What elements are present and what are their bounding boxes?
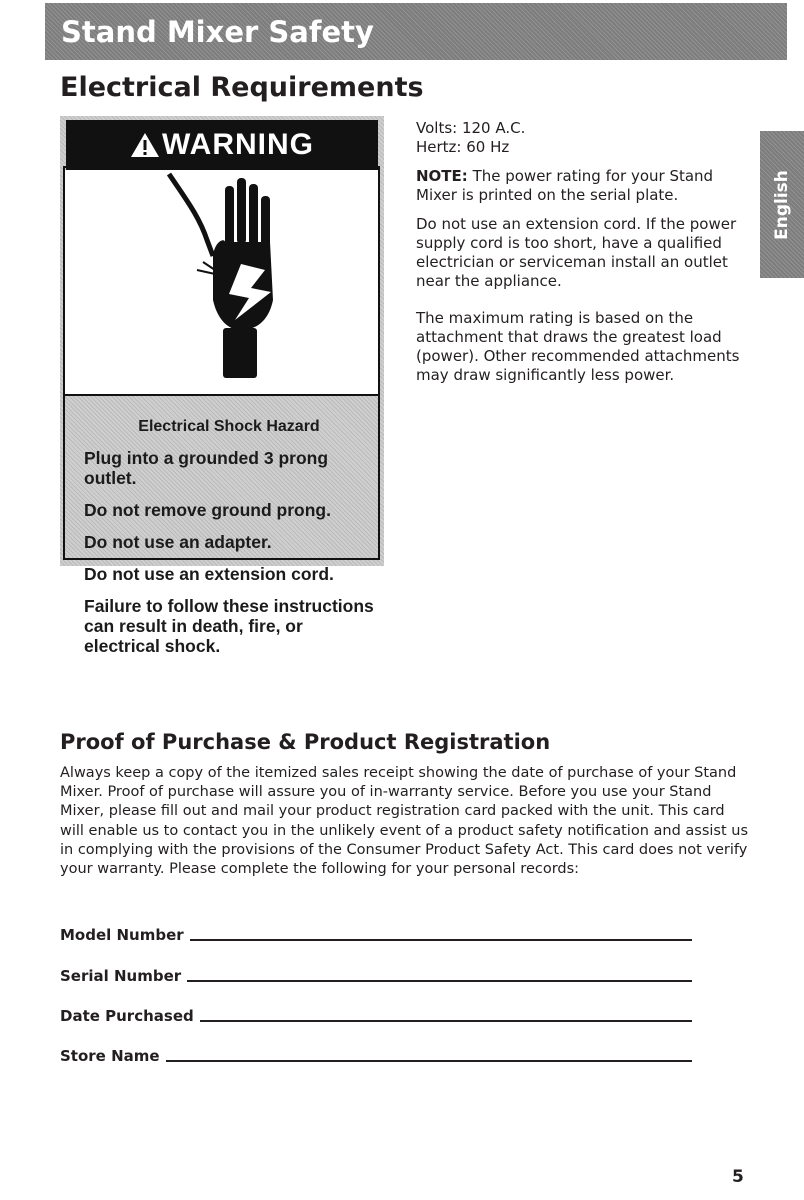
store-name-field[interactable] [60,1041,692,1065]
fill-line[interactable] [166,1060,692,1062]
field-label: Model Number [60,926,184,944]
warning-line: Do not remove ground prong. [84,500,331,520]
language-tab-label: English [772,169,793,240]
section-title: Electrical Requirements [60,72,424,103]
warning-banner [66,120,378,170]
extension-paragraph: Do not use an extension cord. If the power supply cord is too short, have a qualified electrician or serviceman install an outlet near the appliance. [416,215,737,290]
warning-messages [84,418,374,668]
proof-body: Always keep a copy of the itemized sales receipt showing the date of purchase of your Stand Mixer. Proof of purchase will assure you of in-warranty service. Before you use your Stand Mixer, please fill out and mail your product registration card packed with the unit. This card will enable us to contact you in the unlikely event of a product safety notification and assist us in complying with the provisions of the Consumer Product Safety Act. This card does not verify your warranty. Please complete the following for your personal records: [60,765,749,878]
fill-line[interactable] [187,980,692,982]
note-label: NOTE: [416,167,468,185]
note-text: The power rating for your Stand Mixer is printed on the serial plate. [416,167,714,204]
warning-line: Do not use an adapter. [84,532,272,552]
max-rating-paragraph: The maximum rating is based on the attachment that draws the greatest load (power). Other recommended attachments may draw significantly less power. [416,309,740,384]
warning-label: WARNING [162,128,314,161]
warning-box [60,116,384,656]
warning-line: Plug into a grounded 3 prong outlet. [84,448,329,488]
alert-triangle-icon [130,131,160,159]
field-label: Date Purchased [60,1007,194,1025]
hazard-title: Electrical Shock Hazard [138,418,320,435]
date-purchased-field[interactable] [60,1001,692,1025]
warning-line: Do not use an extension cord. [84,564,334,584]
electrical-specs [416,119,746,395]
field-label: Store Name [60,1047,160,1065]
field-label: Serial Number [60,967,182,985]
fill-line[interactable] [190,939,692,941]
warning-line: Failure to follow these instructions can result in death, fire, or electrical shock. [84,596,374,656]
model-number-field[interactable] [60,920,692,944]
proof-title: Proof of Purchase & Product Registration [60,730,551,754]
volts-text: Volts: 120 A.C. [416,119,526,137]
hertz-text: Hertz: 60 Hz [416,138,510,156]
header-banner [45,3,787,60]
header-title: Stand Mixer Safety [61,14,374,49]
serial-number-field[interactable] [60,961,692,985]
note-paragraph [416,167,746,205]
language-tab [760,131,804,278]
fill-line[interactable] [200,1020,692,1022]
page-number: 5 [732,1167,744,1187]
